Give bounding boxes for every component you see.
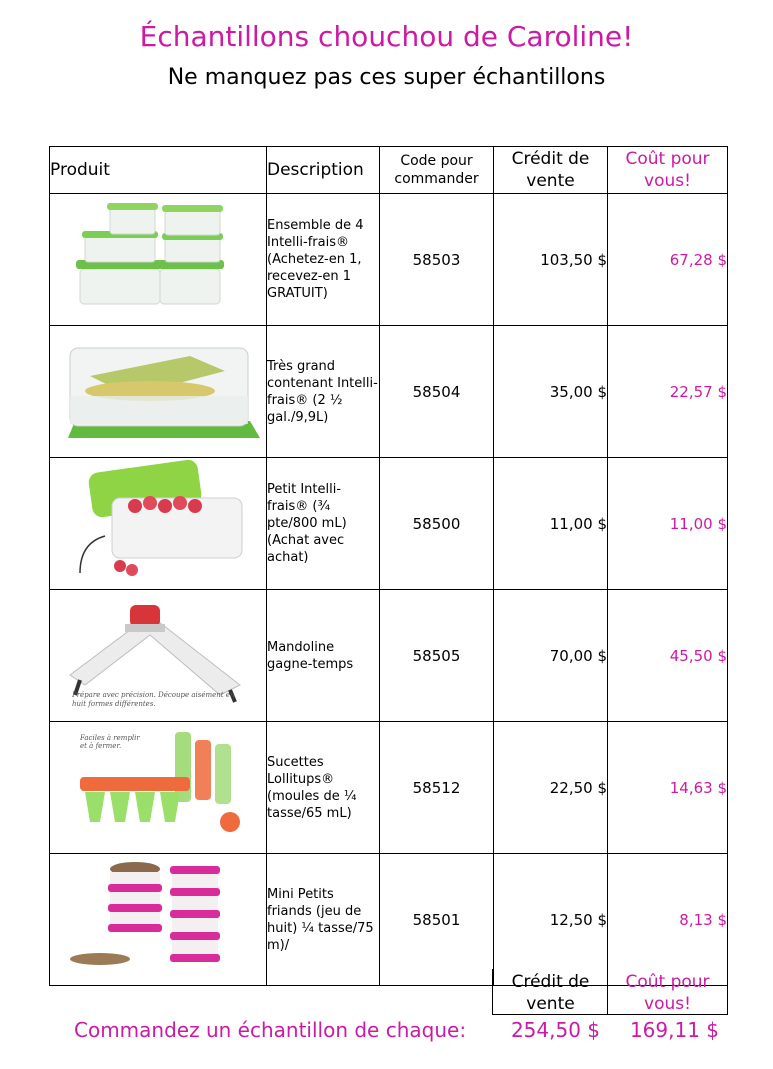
- table-row: [50, 854, 728, 986]
- table-row: [50, 590, 728, 722]
- order-all-label: Commandez un échantillon de chaque:: [74, 1018, 467, 1042]
- table-row: [50, 722, 728, 854]
- mandoline-caption: Prépare avec précision. Découpe aisément en huit formes différentes.: [72, 691, 235, 708]
- header-cost: Coût pour vous!: [608, 147, 728, 194]
- row-code: 58500: [380, 458, 494, 590]
- cost-total: 169,11 $: [629, 1018, 719, 1042]
- table-header-row: [50, 147, 728, 194]
- header-description: Description: [267, 147, 380, 194]
- totals-cost-header: Coût pour vous!: [607, 969, 728, 1015]
- table-row: [50, 194, 728, 326]
- row-description: Très grand contenant Intelli-frais® (2 ½ gal./9,9L): [267, 326, 380, 458]
- table-row: [50, 326, 728, 458]
- credit-total: 254,50 $: [510, 1018, 600, 1042]
- mini-snack-cups-image: [50, 854, 267, 986]
- header-credit: Crédit de vente: [494, 147, 608, 194]
- product-table: [49, 146, 728, 986]
- mandoline-image: [50, 590, 267, 722]
- row-description: Ensemble de 4 Intelli-frais® (Achetez-en 1, recevez-en 1 GRATUIT): [267, 194, 380, 326]
- row-cost: 67,28 $: [608, 194, 728, 326]
- row-code: 58512: [380, 722, 494, 854]
- row-cost: 8,13 $: [608, 854, 728, 986]
- row-credit: 11,00 $: [494, 458, 608, 590]
- row-credit: 35,00 $: [494, 326, 608, 458]
- table-row: [50, 458, 728, 590]
- row-code: 58503: [380, 194, 494, 326]
- row-description: Sucettes Lollitups® (moules de ¼ tasse/65 mL): [267, 722, 380, 854]
- lollitups-caption: Faciles à remplir et à fermer.: [80, 734, 140, 750]
- xl-intelli-frais-container-image: [50, 326, 267, 458]
- row-credit: 12,50 $: [494, 854, 608, 986]
- row-code: 58504: [380, 326, 494, 458]
- header-code: Code pour commander: [380, 147, 494, 194]
- intelli-frais-4-set-image: [50, 194, 267, 326]
- row-credit: 22,50 $: [494, 722, 608, 854]
- small-intelli-frais-image: [50, 458, 267, 590]
- row-cost: 14,63 $: [608, 722, 728, 854]
- header-product: Produit: [50, 147, 267, 194]
- row-cost: 45,50 $: [608, 590, 728, 722]
- row-credit: 70,00 $: [494, 590, 608, 722]
- row-code: 58501: [380, 854, 494, 986]
- lollitups-image: [50, 722, 267, 854]
- row-description: Petit Intelli-frais® (¾ pte/800 mL) (Achat avec achat): [267, 458, 380, 590]
- row-credit: 103,50 $: [494, 194, 608, 326]
- row-description: Mandoline gagne-temps: [267, 590, 380, 722]
- row-cost: 11,00 $: [608, 458, 728, 590]
- row-cost: 22,57 $: [608, 326, 728, 458]
- totals-credit-header: Crédit de vente: [492, 969, 608, 1015]
- page-title: Échantillons chouchou de Caroline!: [139, 20, 634, 53]
- row-code: 58505: [380, 590, 494, 722]
- page-subtitle: Ne manquez pas ces super échantillons: [167, 65, 606, 90]
- row-description: Mini Petits friands (jeu de huit) ¼ tasse/75 m)/: [267, 854, 380, 986]
